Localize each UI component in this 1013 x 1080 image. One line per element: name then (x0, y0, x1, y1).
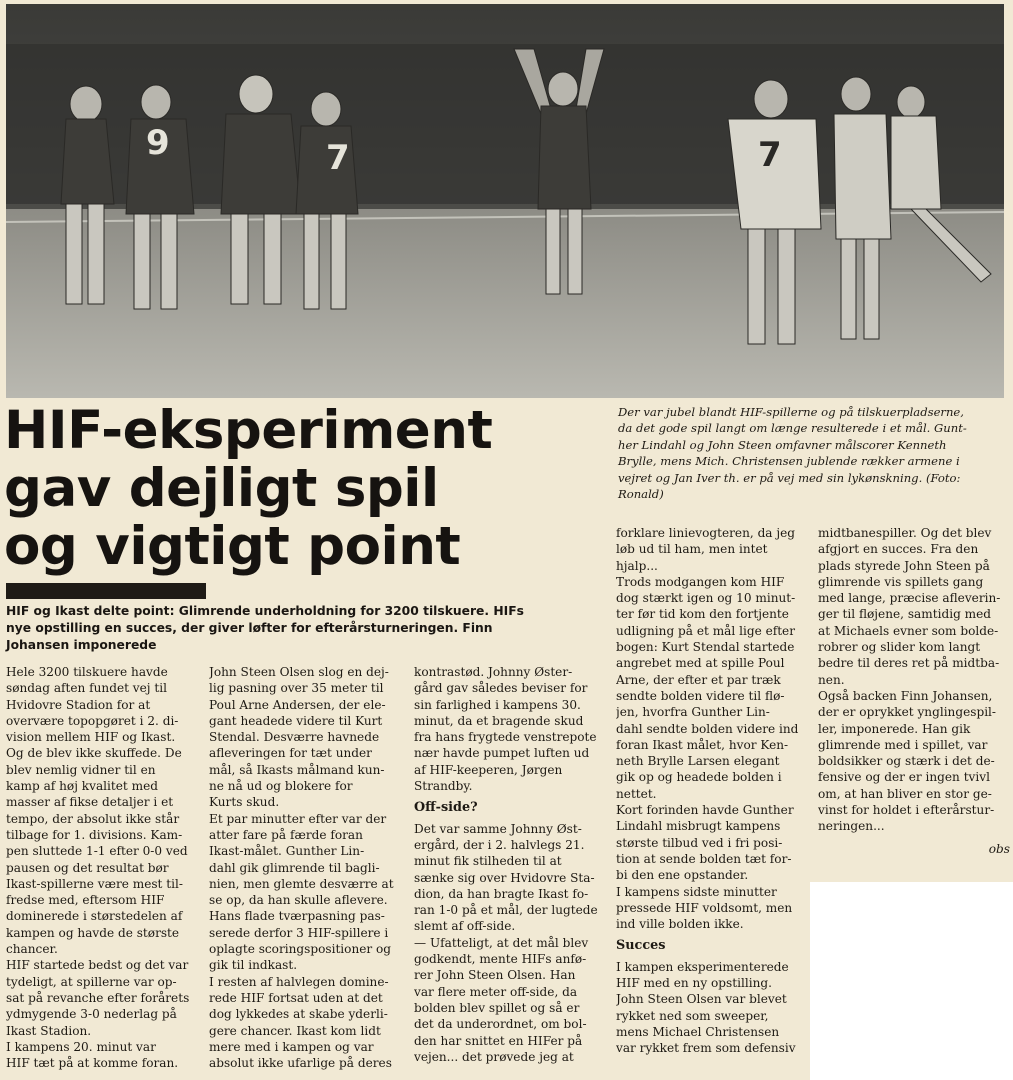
text-line: foran Ikast målet, hvor Ken- (616, 737, 789, 752)
text-line: rer John Steen Olsen. Han (414, 968, 576, 983)
text-line: oplagte scoringspositioner og (209, 942, 392, 957)
text-line: ind ville bolden ikke. (616, 917, 744, 932)
headline-line: gav dejligt spil (4, 458, 439, 519)
text-line: kamp af høj kvalitet med (6, 779, 158, 794)
text-line: Poul Arne Andersen, der ele- (209, 697, 386, 712)
jersey-number-7b: 7 (326, 138, 350, 178)
text-line: nien, men glemte desværre at (209, 876, 394, 891)
text-line: atter fare på færde foran (209, 827, 363, 842)
blank-corner (810, 882, 1013, 1080)
caption-line: Brylle, mens Mich. Christensen jublende rækker armene i (618, 454, 960, 469)
text-line: tempo, der absolut ikke står (6, 811, 180, 826)
text-line: vision mellem HIF og Ikast. (6, 730, 176, 745)
text-line: midtbanespiller. Og det blev (818, 526, 992, 540)
column-5-text (818, 525, 1010, 835)
text-line: Lindahl misbrugt kampens (616, 819, 781, 834)
caption-line: da det gode spil langt om længe resulterede i et mål. Gunt- (618, 421, 967, 436)
column-3-part-a (414, 664, 606, 794)
text-line: gik op og headede bolden i (616, 770, 782, 785)
text-line: tydeligt, at spillerne var op- (6, 974, 177, 989)
text-line: Hans flade tværpasning pas- (209, 909, 385, 924)
text-line: kampen og havde de største (6, 925, 180, 940)
text-line: kontrastød. Johnny Øster- (414, 665, 573, 679)
text-line: om, at han bliver en stor ge- (818, 786, 992, 801)
text-line: plads styrede John Steen på (818, 558, 990, 573)
text-line: robrer og slider kom langt (818, 640, 981, 655)
text-line: ger til fløjene, samtidig med (818, 607, 992, 622)
caption-line: Ronald) (618, 487, 664, 502)
text-line: mere med i kampen og var (209, 1039, 374, 1054)
text-line: største tilbud ved i fri posi- (616, 835, 783, 850)
text-line: minut, da et bragende skud (414, 713, 584, 728)
text-line: I kampens 20. minut var (6, 1039, 156, 1054)
text-line: nær havde pumpet luften ud (414, 746, 590, 761)
text-line: fredse med, eftersom HIF (6, 893, 165, 908)
text-line: mens Michael Christensen (616, 1024, 780, 1039)
match-photo (6, 4, 1004, 398)
text-line: I resten af halvlegen domine- (209, 974, 389, 989)
caption-line: her Lindahl og John Steen omfavner målscorer Kenneth (618, 437, 947, 452)
text-line: fensive og der er ingen tvivl (818, 770, 990, 785)
text-line: rykket ned som sweeper, (616, 1008, 769, 1023)
text-line: pen sluttede 1-1 efter 0-0 ved (6, 844, 188, 859)
football-photo-icon (6, 4, 1004, 398)
text-line: I kampen eksperimenterede (616, 959, 789, 974)
text-line: nettet. (616, 786, 657, 801)
jersey-number-7a: 7 (758, 135, 782, 175)
divider-bar (6, 583, 206, 599)
text-line: ne nå ud og blokere for (209, 779, 353, 794)
text-line: afleveringen for tæt under (209, 746, 372, 761)
column-4-part-a (616, 525, 808, 932)
text-line: vejen... det prøvede jeg at (414, 1049, 574, 1064)
text-line: boldsikker og stærk i det de- (818, 754, 995, 769)
text-line: angrebet med at spille Poul (616, 656, 785, 671)
text-line: neth Brylle Larsen elegant (616, 754, 780, 769)
text-line: Ikast-målet. Gunther Lin- (209, 844, 365, 859)
text-line: forklare linievogteren, da jeg (616, 526, 796, 540)
text-line: Kurts skud. (209, 795, 280, 810)
caption-line: vejret og Jan Iver th. er på vej med sin lykønskning. (Foto: (618, 470, 961, 485)
text-line: var flere meter off-side, da (414, 984, 578, 999)
text-line: HIF med en ny opstilling. (616, 976, 772, 991)
headline-line: og vigtigt point (4, 516, 461, 577)
text-line: Det var samme Johnny Øst- (414, 821, 582, 836)
headline (4, 402, 604, 576)
text-line: ler, imponerede. Han gik (818, 721, 971, 736)
text-line: Hele 3200 tilskuere havde (6, 665, 168, 679)
article-column-1 (6, 664, 199, 1071)
article-column-5 (818, 525, 1010, 857)
text-line: masser af fikse detaljer i et (6, 795, 174, 810)
text-line: gik til indkast. (209, 958, 298, 973)
text-line: udligning på et mål lige efter (616, 623, 795, 638)
text-line: nen. (818, 672, 845, 687)
author-signature: obs (988, 841, 1010, 856)
text-line: John Steen Olsen var blevet (616, 992, 787, 1007)
text-line: tilbage for 1. divisions. Kam- (6, 827, 183, 842)
column-4-part-b (616, 959, 808, 1057)
text-line: bedre til deres ret på midtba- (818, 656, 1000, 671)
photo-caption (618, 404, 1008, 502)
article-column-2 (209, 664, 404, 1071)
text-line: dog stærkt igen og 10 minut- (616, 591, 796, 606)
text-line: ydmygende 3-0 nederlag på (6, 1007, 177, 1022)
text-line: Også backen Finn Johansen, (818, 688, 993, 703)
text-line: ter før tid kom den fortjente (616, 607, 789, 622)
text-line: den har snittet en HIFer på (414, 1033, 583, 1048)
text-line: Hvidovre Stadion for at (6, 697, 151, 712)
text-line: neringen... (818, 819, 885, 834)
text-line: dion, da han bragte Ikast fo- (414, 886, 589, 901)
text-line: Ikast Stadion. (6, 1023, 92, 1038)
text-line: rede HIF fortsat uden at det (209, 990, 383, 1005)
text-line: jen, hvorfra Gunther Lin- (616, 705, 770, 720)
subheading-offside: Off-side? (414, 800, 478, 816)
text-line: bolden blev spillet og så er (414, 1000, 580, 1015)
text-line: sænke sig over Hvidovre Sta- (414, 870, 595, 885)
text-line: HIF tæt på at komme foran. (6, 1056, 179, 1071)
text-line: var rykket frem som defensiv (616, 1041, 796, 1056)
text-line: gere chancer. Ikast kom lidt (209, 1023, 381, 1038)
text-line: dahl sendte bolden videre ind (616, 721, 799, 736)
lead-line: nye opstilling en succes, der giver løfter for efterårsturneringen. Finn (6, 621, 493, 635)
text-line: Kort forinden havde Gunther (616, 803, 794, 818)
text-line: HIF startede bedst og det var (6, 958, 189, 973)
text-line: Og de blev ikke skuffede. De (6, 746, 182, 761)
lead-line: HIF og Ikast delte point: Glimrende underholdning for 3200 tilskuere. HIFs (6, 604, 524, 618)
text-line: gård gav således beviser for (414, 681, 588, 696)
text-line: vinst for holdet i efterårstur- (818, 803, 995, 818)
text-line: Strandby. (414, 779, 473, 794)
text-line: Et par minutter efter var der (209, 811, 387, 826)
text-line: dog lykkedes at skabe yderli- (209, 1007, 388, 1022)
text-line: det da underordnet, om bol- (414, 1017, 587, 1032)
text-line: se op, da han skulle aflevere. (209, 893, 388, 908)
text-line: Trods modgangen kom HIF (616, 574, 785, 589)
text-line: John Steen Olsen slog en dej- (209, 665, 389, 679)
text-line: gant headede videre til Kurt (209, 713, 383, 728)
lead-paragraph (6, 603, 606, 654)
text-line: sendte bolden videre til flø- (616, 688, 785, 703)
text-line: dominerede i størstedelen af (6, 909, 183, 924)
text-line: — Ufatteligt, at det mål blev (414, 935, 589, 950)
text-line: af HIF-keeperen, Jørgen (414, 762, 563, 777)
text-line: slemt af off-side. (414, 919, 516, 934)
text-line: absolut ikke ufarlige på deres (209, 1056, 392, 1071)
text-line: glimrende vis spillets gang (818, 574, 984, 589)
text-line: sin farlighed i kampens 30. (414, 697, 581, 712)
text-line: overvære topopgøret i 2. di- (6, 713, 179, 728)
text-line: tion at sende bolden tæt for- (616, 851, 792, 866)
text-line: serede derfor 3 HIF-spillere i (209, 925, 389, 940)
text-line: I kampens sidste minutter (616, 884, 777, 899)
text-line: pressede HIF voldsomt, men (616, 900, 793, 915)
text-line: minut fik stilheden til at (414, 854, 562, 869)
text-line: sat på revanche efter forårets (6, 990, 190, 1005)
text-line: der er oprykket ynglingespil- (818, 705, 997, 720)
text-line: bogen: Kurt Stendal startede (616, 640, 795, 655)
text-line: Stendal. Desværre havnede (209, 730, 380, 745)
subheading-succes: Succes (616, 938, 666, 954)
caption-line: Der var jubel blandt HIF-spillerne og på tilskuerpladserne, (618, 405, 964, 419)
text-line: Arne, der efter et par træk (616, 672, 781, 687)
article-column-4 (616, 525, 808, 1057)
text-line: søndag aften fundet vej til (6, 681, 167, 696)
text-line: blev nemlig vidner til en (6, 762, 156, 777)
article-column-3 (414, 664, 606, 1065)
text-line: bi den ene opstander. (616, 868, 749, 883)
text-line: glimrende med i spillet, var (818, 737, 988, 752)
text-line: løb ud til ham, men intet (616, 542, 768, 557)
text-line: med lange, præcise afleverin- (818, 591, 1001, 606)
text-line: fra hans frygtede venstrepote (414, 730, 597, 745)
jersey-number-9: 9 (146, 123, 170, 163)
text-line: afgjort en succes. Fra den (818, 542, 979, 557)
text-line: ran 1-0 på et mål, der lugtede (414, 903, 598, 918)
headline-line: HIF-eksperiment (4, 400, 493, 461)
text-line: godkendt, mente HIFs anfø- (414, 952, 587, 967)
text-line: at Michaels evner som bolde- (818, 623, 999, 638)
text-line: Ikast-spillerne være mest til- (6, 876, 183, 891)
text-line: ergård, der i 2. halvlegs 21. (414, 837, 585, 852)
text-line: pausen og det resultat bør (6, 860, 169, 875)
text-line: hjalp... (616, 558, 658, 573)
text-line: mål, så Ikasts målmand kun- (209, 762, 385, 777)
lead-line: Johansen imponerede (6, 638, 157, 652)
text-line: dahl gik glimrende til bagli- (209, 860, 380, 875)
text-line: chancer. (6, 942, 58, 957)
text-line: lig pasning over 35 meter til (209, 681, 384, 696)
column-3-part-b (414, 821, 606, 1065)
